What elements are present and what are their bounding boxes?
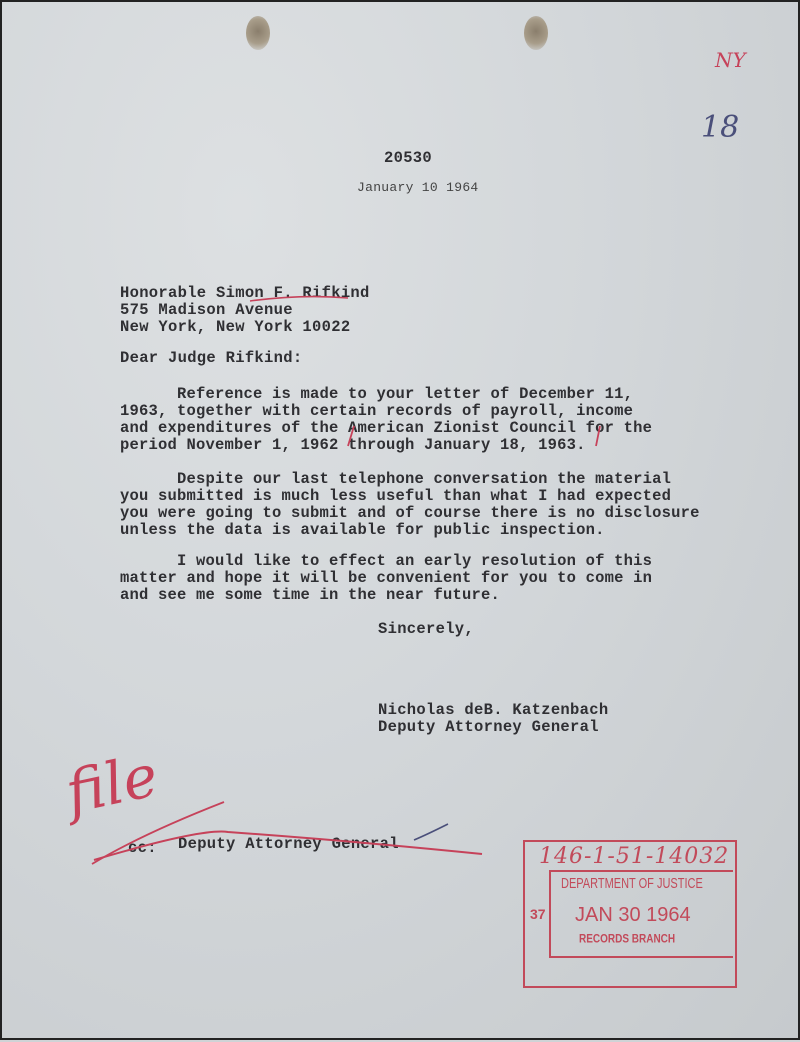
stamp-branch: RECORDS BRANCH	[579, 932, 676, 947]
handwritten-number: 18	[701, 110, 740, 145]
closing: Sincerely,	[378, 620, 475, 638]
cc-recipient: Deputy Attorney General	[178, 835, 399, 853]
address-line-1: Honorable Simon F. Rifkind	[120, 284, 370, 302]
letter-date: January 10 1964	[357, 180, 479, 195]
address-line-2: 575 Madison Avenue	[120, 301, 293, 319]
handwritten-initials: NY	[715, 48, 746, 72]
paragraph-line: Despite our last telephone conversation the material	[120, 470, 672, 488]
stamp-inner-box	[549, 870, 733, 958]
handwritten-file-note: file	[59, 741, 164, 827]
paragraph-line: you were going to submit and of course there is no disclosure	[120, 504, 700, 522]
stamp-file-number: 146-1-51-14032	[539, 844, 730, 869]
check-mark	[414, 824, 448, 840]
zip-code: 20530	[384, 149, 433, 167]
bracket-close-mark	[596, 426, 600, 446]
signer-title: Deputy Attorney General	[378, 718, 599, 736]
received-stamp	[523, 840, 737, 988]
stamp-side-number: 37	[530, 906, 546, 922]
salutation: Dear Judge Rifkind:	[120, 349, 303, 367]
stamp-department: DEPARTMENT OF JUSTICE	[561, 876, 703, 892]
paragraph-line: period November 1, 1962 through January 18, 1963.	[120, 436, 586, 454]
signer-name: Nicholas deB. Katzenbach	[378, 701, 609, 719]
underline-rifkind-mark	[250, 297, 348, 301]
paragraph-line: 1963, together with certain records of payroll, income	[120, 402, 634, 420]
cc-label: cc:	[128, 839, 157, 857]
paragraph-line: Reference is made to your letter of December 11,	[120, 385, 634, 403]
paragraph-line: and expenditures of the American Zionist Council for the	[120, 419, 653, 437]
paragraph-line: I would like to effect an early resolution of this	[120, 552, 653, 570]
paragraph-line: you submitted is much less useful than what I had expected	[120, 487, 672, 505]
paragraph-line: unless the data is available for public inspection.	[120, 521, 605, 539]
stamp-date: JAN 30 1964	[575, 904, 691, 926]
bracket-open-mark	[348, 426, 354, 446]
paragraph-line: and see me some time in the near future.	[120, 586, 501, 604]
paragraph-line: matter and hope it will be convenient for you to come in	[120, 569, 653, 587]
address-line-3: New York, New York 10022	[120, 318, 351, 336]
